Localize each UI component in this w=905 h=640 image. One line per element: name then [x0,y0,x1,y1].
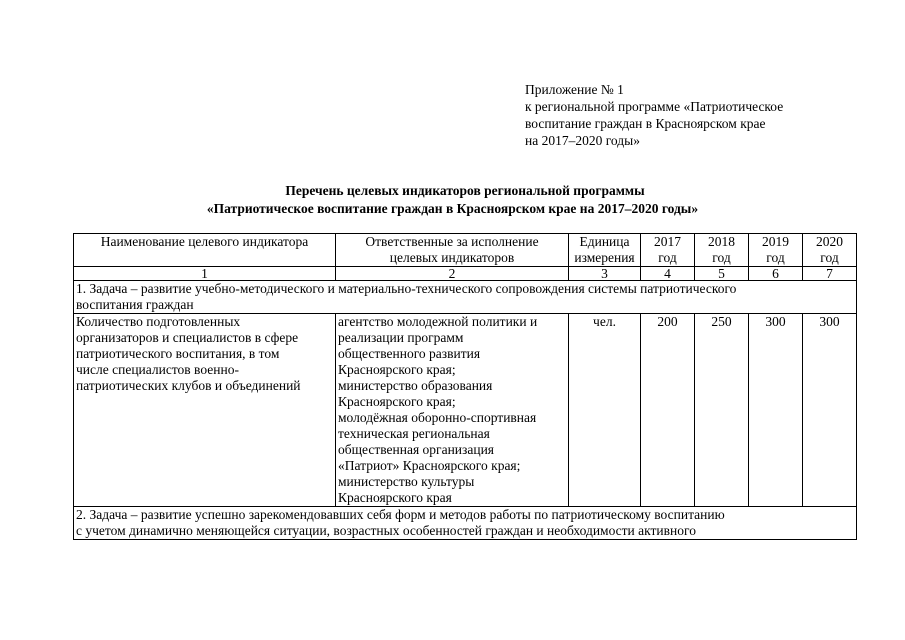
task-1-row [74,281,857,314]
header-row [74,234,857,267]
responsible-line: молодёжная оборонно-спортивная [338,410,537,425]
responsible-line: министерство образования [338,378,493,393]
document-title [0,182,905,218]
task-1-line-1: 1. Задача – развитие учебно-методического и материально-технического сопровождения системы патриотического [76,281,737,296]
value-2019: 300 [749,314,803,507]
responsible-line: общественная организация [338,442,495,457]
indicator-name-cell [74,314,336,507]
responsible-line: агентство молодежной политики и [338,314,538,329]
header-responsible [336,234,569,267]
unit-cell: чел. [569,314,641,507]
header-year-2017 [641,234,695,267]
value-2020: 300 [803,314,857,507]
header-name [74,234,336,267]
appendix-line-1: Приложение № 1 [525,82,624,97]
responsible-line: реализации программ [338,330,464,345]
appendix-line-4: на 2017–2020 годы» [525,133,640,148]
task-2-row [74,507,857,540]
task-1-cell [74,281,857,314]
indicator-name-line: Количество подготовленных [76,314,241,329]
responsible-cell [336,314,569,507]
header-responsible-line-1: Ответственные за исполнение [365,234,539,249]
header-year-word: год [712,250,731,265]
header-year-word: год [766,250,785,265]
column-number-row [74,267,857,281]
column-number: 4 [641,267,695,281]
column-number: 1 [74,267,336,281]
indicator-row-1 [74,314,857,507]
header-unit-line-2: измерения [574,250,635,265]
header-year-2019 [749,234,803,267]
header-year-2018 [695,234,749,267]
header-year-word: год [658,250,677,265]
responsible-line: министерство культуры [338,474,475,489]
header-year-word: год [820,250,839,265]
appendix-block [525,81,783,149]
appendix-line-3: воспитание граждан в Красноярском крае [525,116,766,131]
indicators-table [73,233,857,540]
header-year-value: 2020 [816,234,843,249]
task-2-line-1: 2. Задача – развитие успешно зарекомендовавших себя форм и методов работы по патриотическому воспитанию [76,507,725,522]
indicator-name-line: патриотических клубов и объединений [76,378,301,393]
responsible-line: Красноярского края; [338,394,456,409]
indicator-name-line: патриотического воспитания, в том [76,346,280,361]
header-responsible-line-2: целевых индикаторов [389,250,515,265]
task-1-line-2: воспитания граждан [76,297,194,312]
column-number: 3 [569,267,641,281]
header-year-2020 [803,234,857,267]
appendix-line-2: к региональной программе «Патриотическое [525,99,784,114]
responsible-line: «Патриот» Красноярского края; [338,458,521,473]
header-name-text: Наименование целевого индикатора [100,234,309,249]
indicator-name-line: организаторов и специалистов в сфере [76,330,299,345]
title-line-2: «Патриотическое воспитание граждан в Красноярском крае на 2017–2020 годы» [206,201,699,216]
responsible-line: общественного развития [338,346,481,361]
header-year-value: 2018 [708,234,735,249]
header-unit-line-1: Единица [579,234,630,249]
indicator-name-line: числе специалистов военно- [76,362,239,377]
column-number: 2 [336,267,569,281]
header-year-value: 2019 [762,234,789,249]
header-year-value: 2017 [654,234,681,249]
title-line-1: Перечень целевых индикаторов региональной программы [285,183,645,198]
responsible-line: Красноярского края [338,490,452,505]
task-2-cell [74,507,857,540]
header-unit [569,234,641,267]
task-2-line-2: с учетом динамично меняющейся ситуации, возрастных особенностей граждан и необходимости активного [76,523,696,538]
value-2018: 250 [695,314,749,507]
column-number: 5 [695,267,749,281]
value-2017: 200 [641,314,695,507]
column-number: 7 [803,267,857,281]
column-number: 6 [749,267,803,281]
responsible-line: Красноярского края; [338,362,456,377]
responsible-line: техническая региональная [338,426,490,441]
